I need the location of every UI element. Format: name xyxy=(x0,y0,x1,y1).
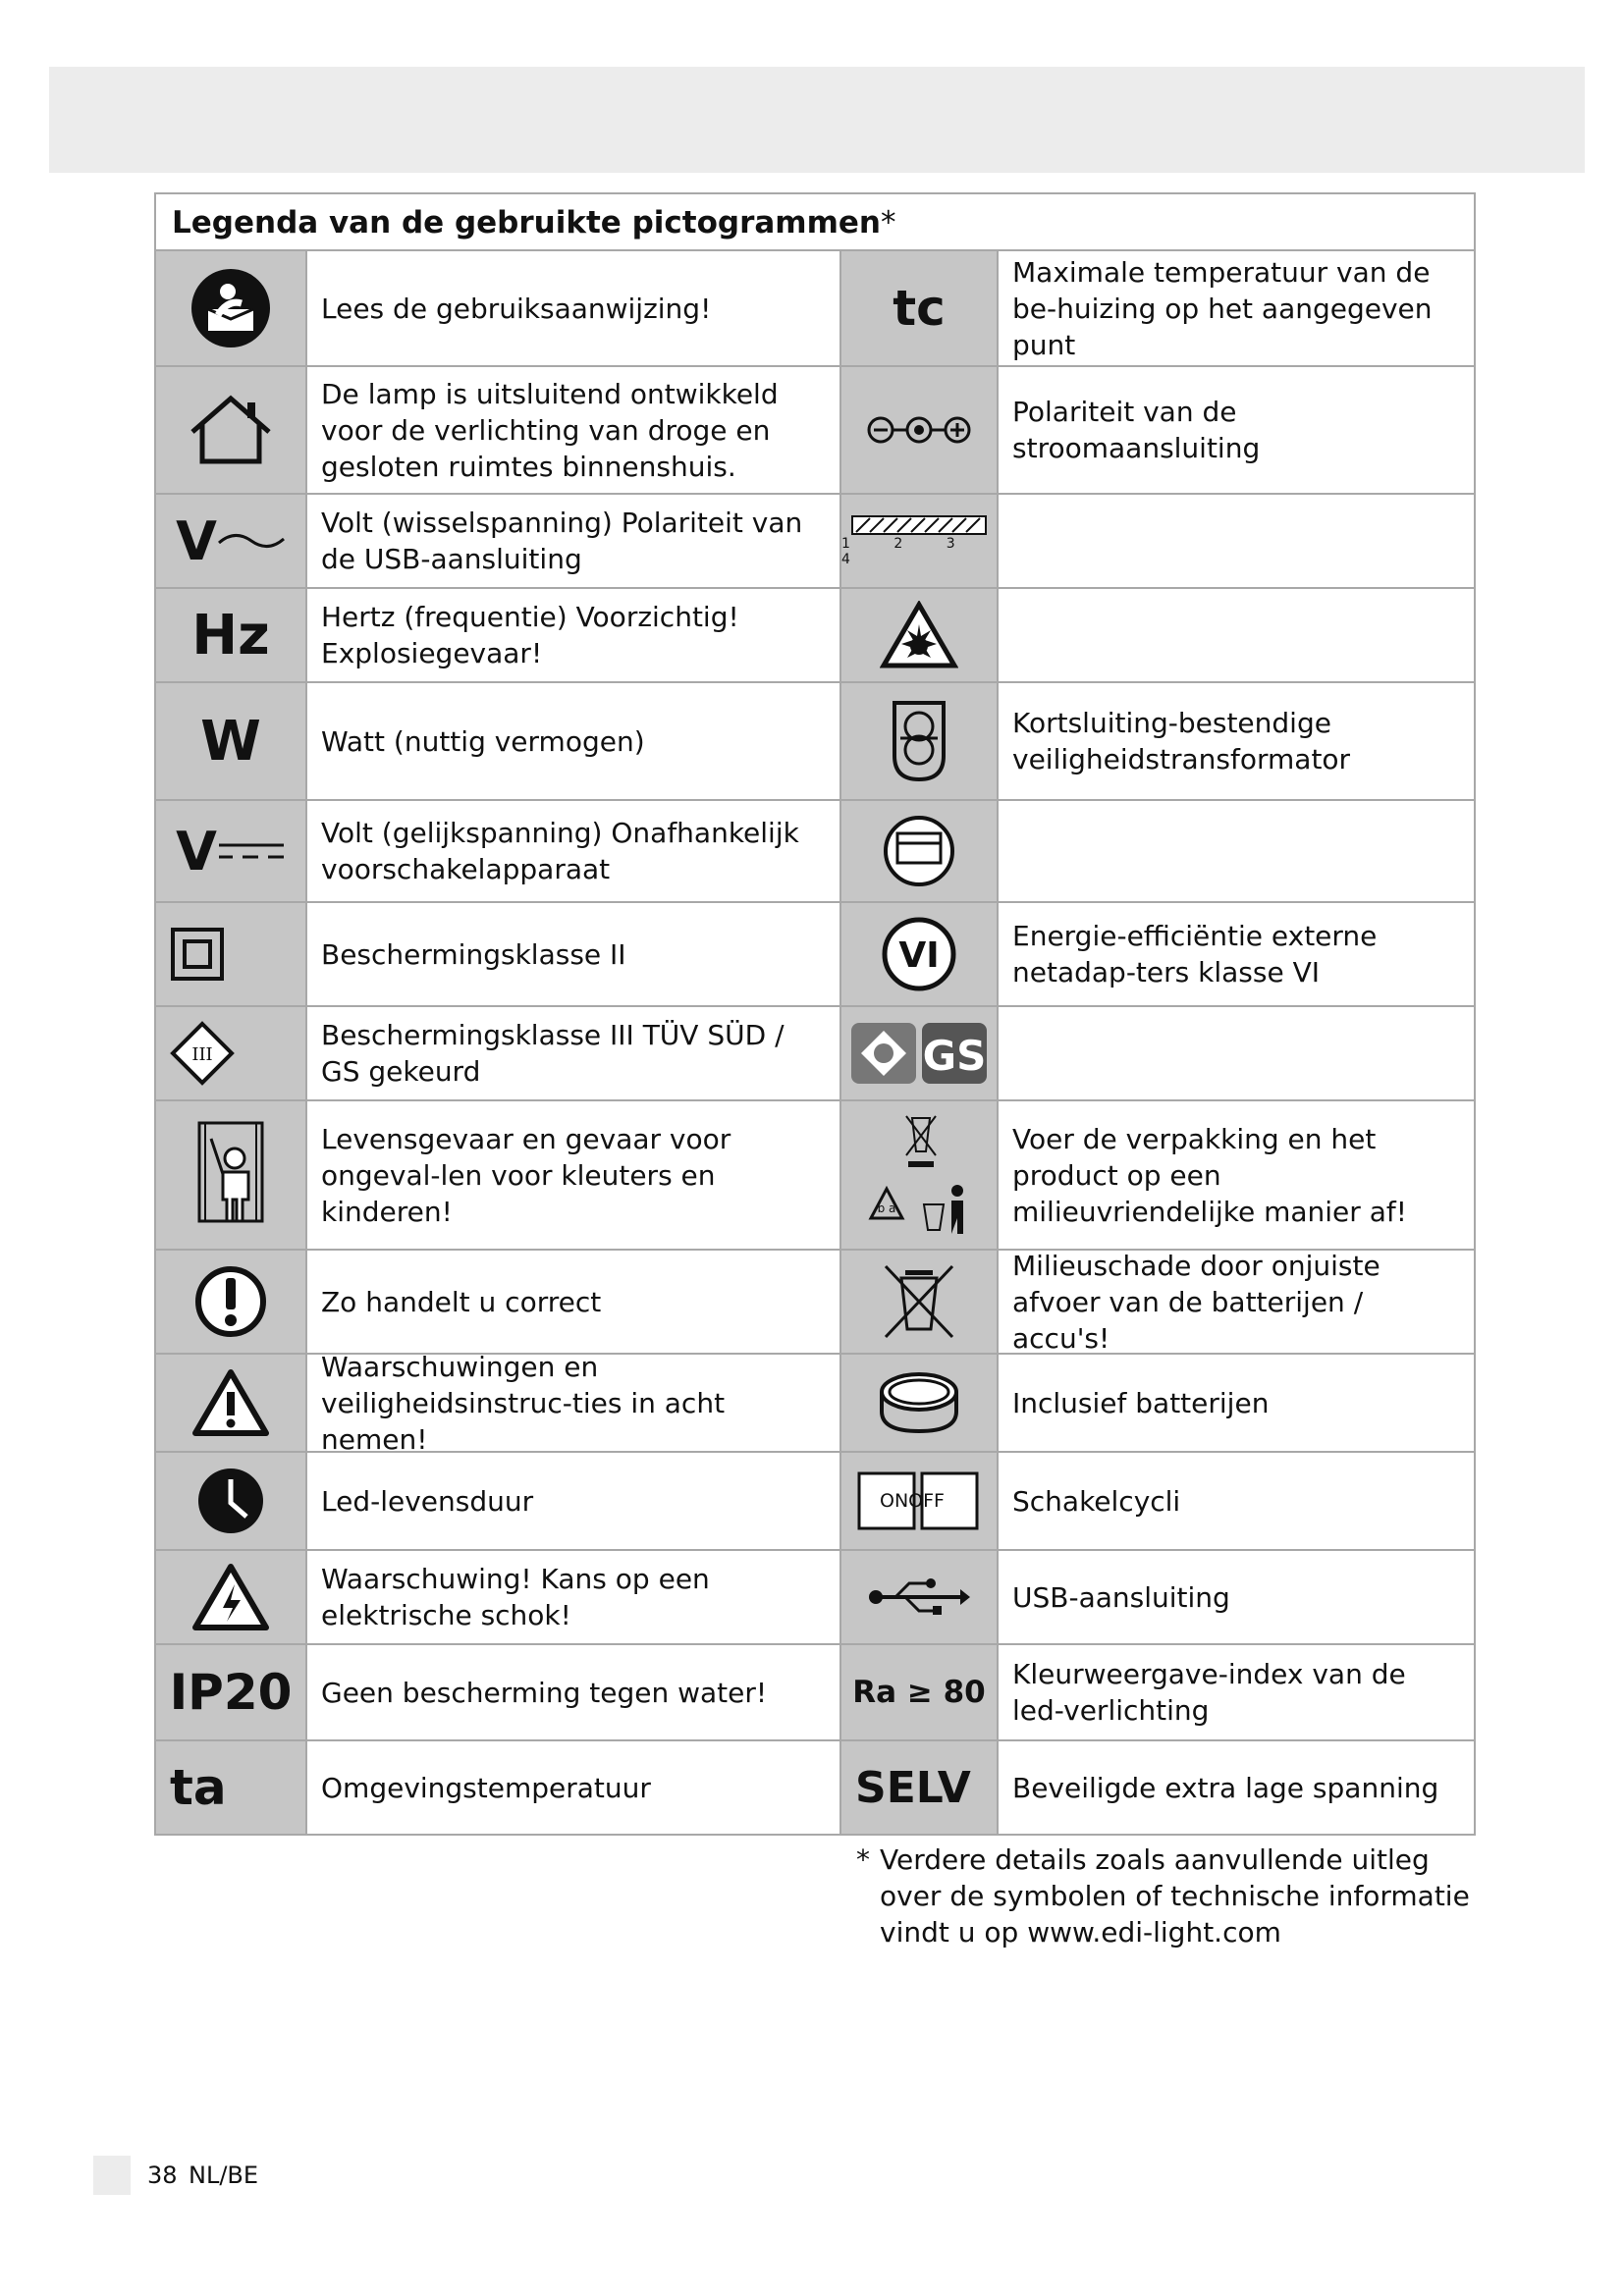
legend-row xyxy=(156,1551,1474,1645)
housing-temperature-symbol: tc xyxy=(893,280,946,337)
volt-dc-icon xyxy=(156,801,307,901)
legend-row xyxy=(156,1350,1474,1456)
legend-text xyxy=(999,1007,1474,1099)
volt-dc-symbol: V xyxy=(176,820,217,882)
legend-text xyxy=(999,801,1474,901)
cri-symbol: Ra ≥ 80 xyxy=(852,1675,986,1710)
footnote-mark: * xyxy=(856,1843,870,1876)
footnote xyxy=(856,1842,1485,1950)
page-language: NL/BE xyxy=(189,2162,259,2189)
legend-row xyxy=(156,1741,1474,1834)
usb-polarity-icon xyxy=(839,495,999,587)
recycling-code: b a xyxy=(877,1201,896,1215)
ip20-icon xyxy=(156,1645,307,1739)
warning-triangle-icon xyxy=(156,1355,307,1451)
legend-title-mark: * xyxy=(881,205,896,240)
protection-class-3-symbol: III xyxy=(191,1044,213,1065)
energy-class-symbol: VI xyxy=(898,935,940,976)
ip20-symbol: IP20 xyxy=(169,1664,293,1721)
protection-class-3-icon xyxy=(156,1007,307,1099)
on-off-label: ONOFF xyxy=(880,1490,945,1512)
legend-text: Kleurweergave-index van de led-verlichting xyxy=(1012,1658,1406,1727)
legend-text xyxy=(999,495,1474,587)
crossed-bin-icon xyxy=(839,1251,999,1353)
legend-row xyxy=(156,903,1474,1007)
selv-icon xyxy=(839,1741,999,1834)
legend-text: Kortsluiting-bestendige veiligheidstransformator xyxy=(1012,707,1351,775)
legend-text: Omgevingstemperatuur xyxy=(321,1771,651,1804)
usb-pin-numbers: 1 2 3 4 xyxy=(841,536,975,567)
legend-row xyxy=(156,1251,1474,1355)
ambient-temperature-icon xyxy=(156,1741,307,1834)
legend-row xyxy=(156,683,1474,801)
volt-ac-symbol: V xyxy=(176,509,217,572)
legend-text: Led-levensduur xyxy=(321,1484,534,1518)
legend-row xyxy=(156,801,1474,903)
page-number: 38 xyxy=(147,2162,178,2189)
legend-text: Beschermingsklasse III TÜV SÜD / GS gekeurd xyxy=(321,1019,785,1088)
page-marker-box xyxy=(93,2156,131,2195)
legend-text: Polariteit van de stroomaansluiting xyxy=(1012,396,1261,464)
legend-title xyxy=(156,194,1474,251)
legend-text: Lees de gebruiksaanwijzing! xyxy=(321,292,712,325)
hertz-symbol: Hz xyxy=(191,603,270,667)
cri-icon xyxy=(839,1645,999,1739)
legend-text: Beschermingsklasse II xyxy=(321,937,626,971)
polarity-icon xyxy=(839,367,999,493)
hertz-icon xyxy=(156,589,307,681)
battery-cell-icon xyxy=(839,1355,999,1451)
exclamation-circle-icon xyxy=(156,1251,307,1353)
house-icon xyxy=(156,367,307,493)
legend-text: Hertz (frequentie) Voorzichtig! Explosiegevaar! xyxy=(321,601,739,669)
clock-icon xyxy=(156,1453,307,1549)
legend-text: Watt (nuttig vermogen) xyxy=(321,724,645,758)
ambient-temperature-symbol: ta xyxy=(170,1759,227,1816)
footnote-text: Verdere details zoals aanvullende uitleg over de symbolen of technische informatie vindt u op www.edi-light.com xyxy=(880,1843,1470,1949)
legend-row xyxy=(156,589,1474,683)
child-danger-icon xyxy=(156,1101,307,1249)
legend-text: Inclusief batterijen xyxy=(1012,1386,1270,1419)
electric-shock-icon xyxy=(156,1551,307,1643)
legend-text: Geen bescherming tegen water! xyxy=(321,1676,768,1709)
energy-class-vi-icon xyxy=(839,903,999,1005)
legend-text: Milieuschade door onjuiste afvoer van de batterijen / accu's! xyxy=(1012,1249,1380,1355)
watt-icon xyxy=(156,683,307,799)
legend-row xyxy=(156,1645,1474,1741)
legend-text: Volt (wisselspanning) Polariteit van de USB-aansluiting xyxy=(321,507,803,575)
legend-row xyxy=(156,1101,1474,1251)
legend-text: De lamp is uitsluitend ontwikkeld voor de verlichting van droge en gesloten ruimtes binnenshuis. xyxy=(321,377,779,483)
safety-transformer-icon xyxy=(839,683,999,799)
explosion-warning-icon xyxy=(839,589,999,681)
tuv-gs-icon xyxy=(839,1007,999,1099)
legend-text: Beveiligde extra lage spanning xyxy=(1012,1771,1439,1804)
legend-row xyxy=(156,1007,1474,1101)
legend-row xyxy=(156,251,1474,367)
legend-text: Waarschuwingen en veiligheidsinstruc-ties in acht nemen! xyxy=(321,1350,726,1456)
independent-ballast-icon xyxy=(839,801,999,901)
legend-text: Zo handelt u correct xyxy=(321,1285,602,1318)
gs-mark-text: GS xyxy=(922,1032,987,1080)
legend-text: Energie-efficiëntie externe netadap-ters klasse VI xyxy=(1012,920,1378,988)
legend-title-text: Legenda van de gebruikte pictogrammen xyxy=(172,205,882,240)
legend-text: Voer de verpakking en het product op een milieuvriendelijke manier af! xyxy=(1012,1122,1407,1228)
usb-icon xyxy=(839,1551,999,1643)
legend-text: USB-aansluiting xyxy=(1012,1580,1230,1614)
watt-symbol: W xyxy=(200,709,261,774)
recycling-icon xyxy=(839,1101,999,1249)
legend-row xyxy=(156,495,1474,589)
legend-text: Levensgevaar en gevaar voor ongeval-len voor kleuters en kinderen! xyxy=(321,1122,731,1228)
protection-class-2-icon xyxy=(156,903,307,1005)
header-band xyxy=(49,67,1585,173)
on-off-icon xyxy=(839,1453,999,1549)
selv-symbol: SELV xyxy=(855,1762,971,1813)
legend-text xyxy=(999,589,1474,681)
legend-text: Schakelcycli xyxy=(1012,1484,1181,1518)
legend-text: Volt (gelijkspanning) Onafhankelijk voorschakelapparaat xyxy=(321,817,799,885)
pictogram-legend-table xyxy=(154,192,1476,1836)
read-manual-icon xyxy=(156,251,307,365)
volt-ac-icon xyxy=(156,495,307,587)
legend-text: Maximale temperatuur van de be-huizing op het aangegeven punt xyxy=(1012,255,1433,361)
housing-temperature-icon xyxy=(839,251,999,365)
legend-row xyxy=(156,367,1474,495)
legend-row xyxy=(156,1453,1474,1551)
legend-text: Waarschuwing! Kans op een elektrische schok! xyxy=(321,1563,710,1631)
